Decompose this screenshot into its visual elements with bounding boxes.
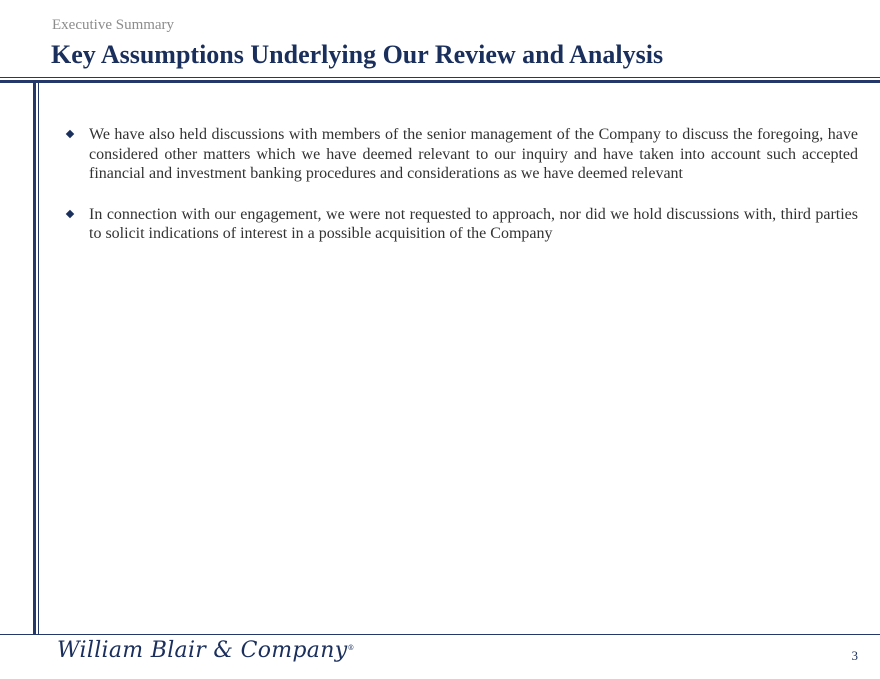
title-divider-thick — [0, 80, 880, 83]
registered-mark: ® — [347, 644, 355, 652]
left-border-thick — [33, 83, 36, 634]
bullet-item — [66, 125, 858, 184]
footer-divider — [0, 634, 880, 635]
left-border-thin — [38, 83, 39, 634]
title-divider-thin — [0, 77, 880, 78]
bullet-text: In connection with our engagement, we were not requested to approach, nor did we hold discussions with, third parties to solicit indications of interest in a possible acquisition of the Company — [89, 205, 858, 242]
bullet-text: We have also held discussions with members of the senior management of the Company to discuss the foregoing, have considered other matters which we have deemed relevant to our inquiry and have taken into account such accepted financial and investment banking procedures and considerations as we have deemed relevant — [89, 126, 858, 182]
page-title: Key Assumptions Underlying Our Review and Analysis — [51, 40, 664, 69]
bullet-item — [66, 205, 858, 244]
company-logo — [57, 638, 355, 663]
diamond-bullet-icon — [66, 130, 74, 138]
bullet-list — [66, 125, 858, 265]
section-label: Executive Summary — [52, 17, 175, 33]
logo-text: William Blair & Company — [57, 638, 348, 663]
diamond-bullet-icon — [66, 209, 74, 217]
page-number: 3 — [851, 648, 858, 663]
